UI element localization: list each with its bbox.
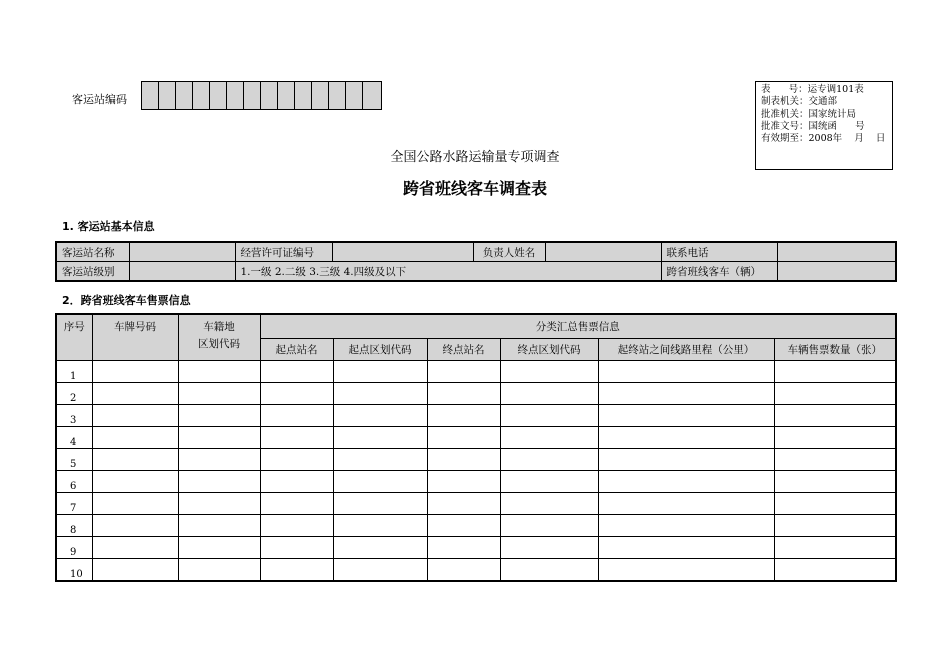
row-number: 9 — [56, 537, 92, 559]
end-station-cell[interactable] — [427, 471, 500, 493]
ticket-sales-table — [55, 313, 897, 582]
end-code-cell[interactable] — [500, 405, 598, 427]
start-code-cell[interactable] — [333, 361, 427, 383]
tickets-cell[interactable] — [774, 405, 896, 427]
table-row — [56, 537, 896, 559]
license-number-label: 经营许可证编号 — [235, 242, 332, 262]
header-registration-line2: 区划代码 — [198, 338, 240, 350]
end-station-cell[interactable] — [427, 361, 500, 383]
mileage-cell[interactable] — [598, 493, 774, 515]
plate-cell[interactable] — [92, 405, 178, 427]
end-code-cell[interactable] — [500, 493, 598, 515]
station-code-digit-box[interactable] — [261, 82, 278, 109]
header-end-code: 终点区划代码 — [500, 338, 598, 360]
row-number: 5 — [56, 449, 92, 471]
end-code-cell[interactable] — [500, 559, 598, 582]
row-number: 7 — [56, 493, 92, 515]
survey-title: 全国公路水路运输量专项调查 — [390, 150, 560, 165]
end-station-cell[interactable] — [427, 449, 500, 471]
end-station-cell[interactable] — [427, 515, 500, 537]
station-code-digit-box[interactable] — [193, 82, 210, 109]
start-code-cell[interactable] — [333, 383, 427, 405]
table-row — [56, 515, 896, 537]
plate-cell[interactable] — [92, 361, 178, 383]
meta-form-number: 表 号：运专调101表 — [761, 84, 864, 95]
interprovincial-bus-field[interactable] — [777, 262, 896, 282]
header-ticket-summary: 分类汇总售票信息 — [260, 314, 896, 338]
end-station-cell[interactable] — [427, 537, 500, 559]
mileage-cell[interactable] — [598, 427, 774, 449]
start-code-cell[interactable] — [333, 449, 427, 471]
mileage-cell[interactable] — [598, 405, 774, 427]
start-code-cell[interactable] — [333, 427, 427, 449]
start-code-cell[interactable] — [333, 471, 427, 493]
station-level-label: 客运站级别 — [56, 262, 129, 282]
header-registration-line1: 车籍地 — [203, 321, 235, 333]
tickets-cell[interactable] — [774, 537, 896, 559]
end-station-cell[interactable] — [427, 427, 500, 449]
meta-issuing-authority: 制表机关：交通部 — [761, 96, 838, 108]
tickets-cell[interactable] — [774, 383, 896, 405]
mileage-cell[interactable] — [598, 383, 774, 405]
plate-cell[interactable] — [92, 559, 178, 582]
table-row — [56, 471, 896, 493]
registration-code-cell[interactable] — [178, 405, 260, 427]
header-registration-code — [178, 314, 260, 361]
station-code-digit-box[interactable] — [312, 82, 329, 109]
station-level-field[interactable] — [129, 262, 235, 282]
header-seq: 序号 — [56, 314, 92, 361]
start-station-cell[interactable] — [260, 449, 333, 471]
plate-cell[interactable] — [92, 471, 178, 493]
start-station-cell[interactable] — [260, 493, 333, 515]
mileage-cell[interactable] — [598, 471, 774, 493]
station-code-digit-box[interactable] — [176, 82, 193, 109]
plate-cell[interactable] — [92, 383, 178, 405]
end-code-cell[interactable] — [500, 515, 598, 537]
start-code-cell[interactable] — [333, 515, 427, 537]
person-in-charge-field[interactable] — [545, 242, 661, 262]
end-code-cell[interactable] — [500, 361, 598, 383]
end-station-cell[interactable] — [427, 493, 500, 515]
section-2-title: 2．跨省班线客车售票信息 — [62, 294, 191, 307]
registration-code-cell[interactable] — [178, 383, 260, 405]
tickets-cell[interactable] — [774, 449, 896, 471]
start-station-cell[interactable] — [260, 361, 333, 383]
start-station-cell[interactable] — [260, 559, 333, 582]
header-start-station: 起点站名 — [260, 338, 333, 360]
start-code-cell[interactable] — [333, 559, 427, 582]
tickets-cell[interactable] — [774, 361, 896, 383]
registration-code-cell[interactable] — [178, 471, 260, 493]
station-code-digit-box[interactable] — [227, 82, 244, 109]
table-row — [56, 559, 896, 582]
start-station-cell[interactable] — [260, 383, 333, 405]
end-station-cell[interactable] — [427, 383, 500, 405]
tickets-cell[interactable] — [774, 493, 896, 515]
person-in-charge-label: 负责人姓名 — [473, 242, 545, 262]
registration-code-cell[interactable] — [178, 449, 260, 471]
section-1-title: 1. 客运站基本信息 — [62, 220, 155, 233]
table-row — [56, 449, 896, 471]
plate-cell[interactable] — [92, 515, 178, 537]
table-row — [56, 427, 896, 449]
station-code-digit-box[interactable] — [244, 82, 261, 109]
registration-code-cell[interactable] — [178, 427, 260, 449]
start-code-cell[interactable] — [333, 405, 427, 427]
header-mileage: 起终站之间线路里程（公里） — [598, 338, 774, 360]
start-station-cell[interactable] — [260, 471, 333, 493]
mileage-cell[interactable] — [598, 537, 774, 559]
start-station-cell[interactable] — [260, 405, 333, 427]
start-station-cell[interactable] — [260, 537, 333, 559]
registration-code-cell[interactable] — [178, 361, 260, 383]
row-number: 2 — [56, 383, 92, 405]
table-row — [56, 493, 896, 515]
registration-code-cell[interactable] — [178, 493, 260, 515]
row-number: 1 — [56, 361, 92, 383]
header-plate: 车牌号码 — [92, 314, 178, 361]
station-name-label: 客运站名称 — [56, 242, 129, 262]
end-station-cell[interactable] — [427, 559, 500, 582]
registration-code-cell[interactable] — [178, 515, 260, 537]
header-start-code: 起点区划代码 — [333, 338, 427, 360]
station-code-digit-box[interactable] — [210, 82, 227, 109]
station-code-digit-box[interactable] — [329, 82, 346, 109]
plate-cell[interactable] — [92, 537, 178, 559]
station-level-options: 1.一级 2.二级 3.三级 4.四级及以下 — [235, 262, 661, 282]
end-code-cell[interactable] — [500, 383, 598, 405]
station-code-digit-box[interactable] — [278, 82, 295, 109]
meta-approving-authority: 批准机关：国家统计局 — [761, 108, 857, 120]
start-code-cell[interactable] — [333, 537, 427, 559]
table-row — [56, 405, 896, 427]
mileage-cell[interactable] — [598, 559, 774, 582]
row-number: 6 — [56, 471, 92, 493]
header-tickets: 车辆售票数量（张） — [774, 338, 896, 360]
plate-cell[interactable] — [92, 493, 178, 515]
plate-cell[interactable] — [92, 449, 178, 471]
registration-code-cell[interactable] — [178, 559, 260, 582]
table-row — [56, 383, 896, 405]
tickets-cell[interactable] — [774, 515, 896, 537]
phone-label: 联系电话 — [661, 242, 777, 262]
start-station-cell[interactable] — [260, 427, 333, 449]
station-code-digit-box[interactable] — [295, 82, 312, 109]
row-number: 8 — [56, 515, 92, 537]
registration-code-cell[interactable] — [178, 537, 260, 559]
table-row — [56, 361, 896, 383]
station-info-table — [55, 241, 897, 282]
station-code-digit-box[interactable] — [346, 82, 363, 109]
station-code-digit-box[interactable] — [142, 82, 159, 109]
station-code-label: 客运站编码 — [72, 93, 127, 106]
end-code-cell[interactable] — [500, 537, 598, 559]
mileage-cell[interactable] — [598, 515, 774, 537]
end-code-cell[interactable] — [500, 471, 598, 493]
header-end-station: 终点站名 — [427, 338, 500, 360]
phone-field[interactable] — [777, 242, 896, 262]
tickets-cell[interactable] — [774, 471, 896, 493]
station-code-input[interactable] — [141, 81, 382, 110]
interprovincial-bus-label: 跨省班线客车（辆） — [661, 262, 777, 282]
row-number: 4 — [56, 427, 92, 449]
end-station-cell[interactable] — [427, 405, 500, 427]
row-number: 10 — [56, 559, 92, 582]
end-code-cell[interactable] — [500, 427, 598, 449]
license-number-field[interactable] — [332, 242, 473, 262]
plate-cell[interactable] — [92, 427, 178, 449]
tickets-cell[interactable] — [774, 559, 896, 582]
start-station-cell[interactable] — [260, 515, 333, 537]
mileage-cell[interactable] — [598, 361, 774, 383]
meta-approval-number: 批准文号：国统函 号 — [761, 120, 865, 132]
mileage-cell[interactable] — [598, 449, 774, 471]
station-name-field[interactable] — [129, 242, 235, 262]
end-code-cell[interactable] — [500, 449, 598, 471]
station-code-digit-box[interactable] — [159, 82, 176, 109]
page-title: 跨省班线客车调查表 — [402, 179, 547, 198]
tickets-cell[interactable] — [774, 427, 896, 449]
meta-valid-until: 有效期至：2008年 月 日 — [761, 133, 886, 145]
start-code-cell[interactable] — [333, 493, 427, 515]
row-number: 3 — [56, 405, 92, 427]
station-code-digit-box[interactable] — [363, 82, 381, 109]
